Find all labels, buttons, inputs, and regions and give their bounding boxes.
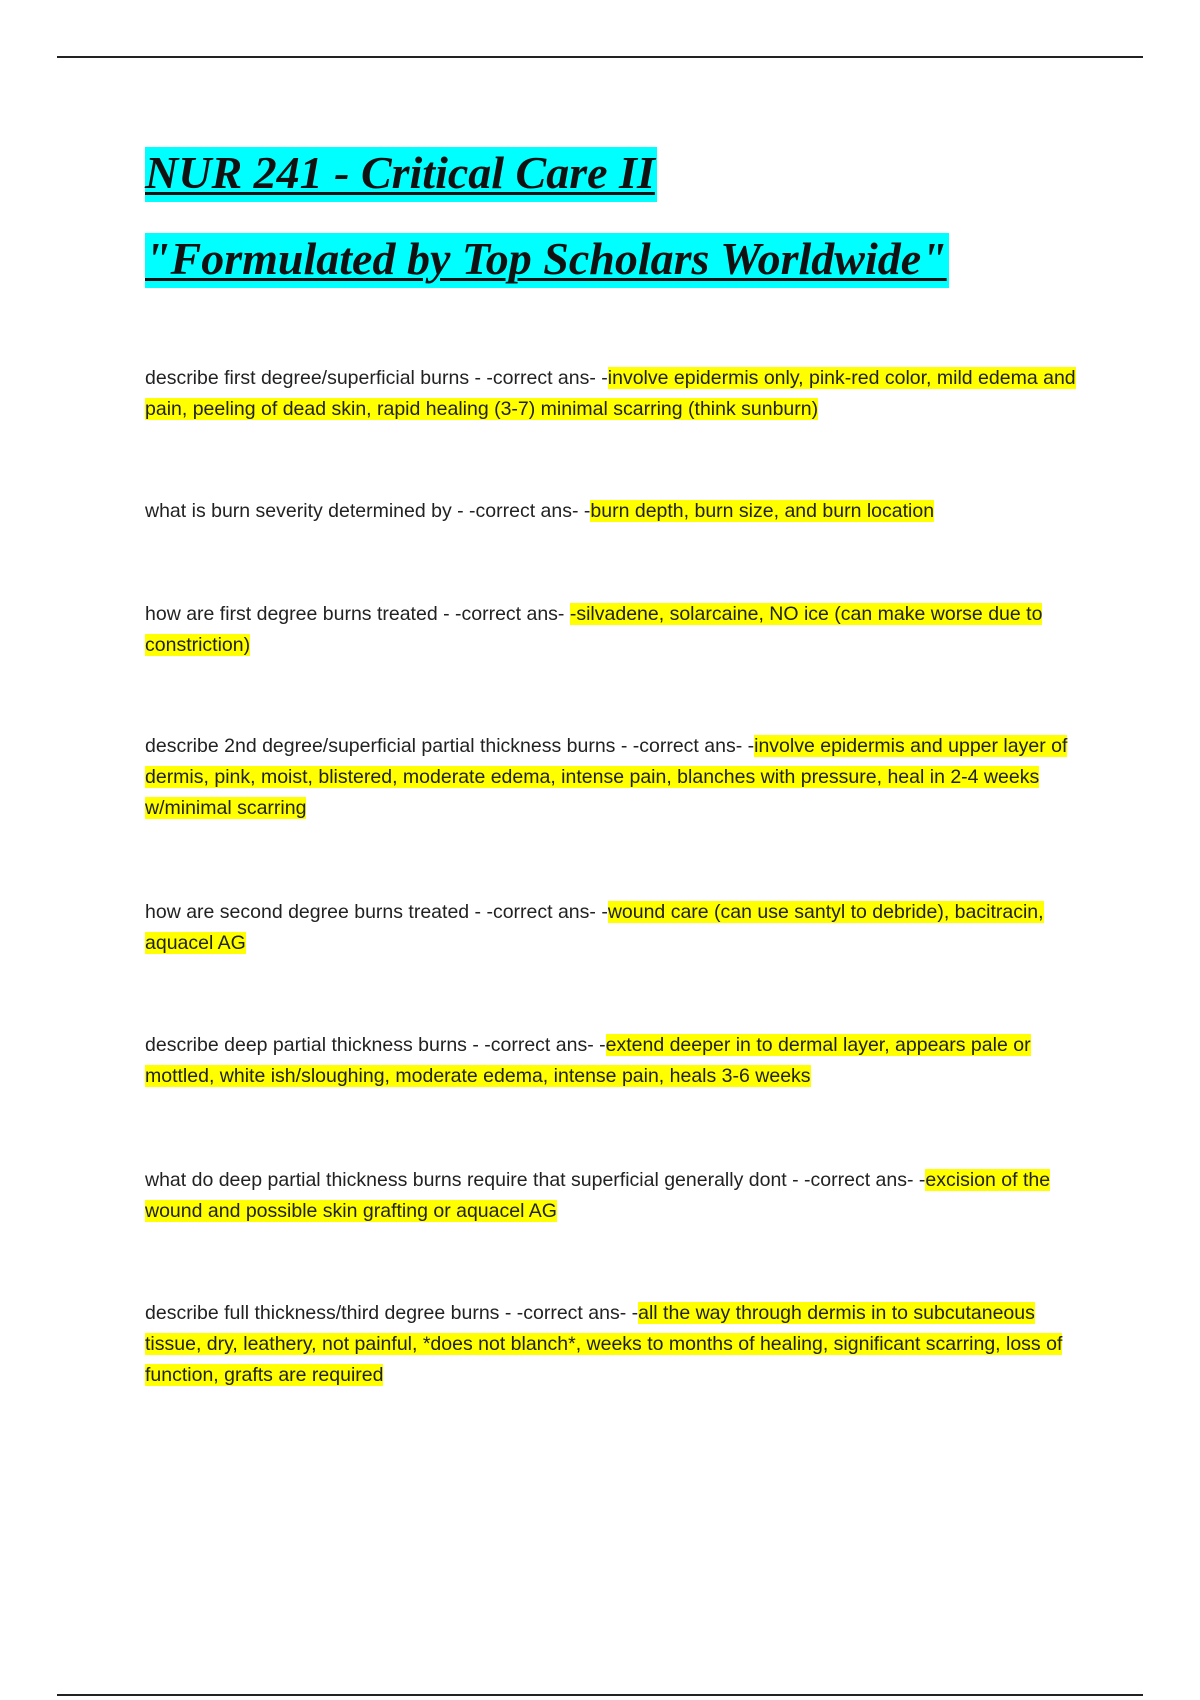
question-text: describe 2nd degree/superficial partial thickness burns - -correct ans- - — [145, 735, 755, 757]
qa-item — [145, 496, 1090, 527]
answer-highlight: involve epidermis only, pink-red color, mild edema and pain, peeling of dead skin, rapid healing (3-7) minimal scarring (think sunburn) — [145, 367, 1076, 420]
top-rule — [57, 56, 1143, 58]
answer-highlight: all the way through dermis in to subcutaneous tissue, dry, leathery, not painful, *does not blanch*, weeks to months of healing, significant scarring, loss of function, grafts are required — [145, 1302, 1063, 1386]
bottom-rule — [57, 1694, 1143, 1696]
question-text: describe deep partial thickness burns - -correct ans- - — [145, 1034, 606, 1056]
question-text: describe first degree/superficial burns - -correct ans- - — [145, 367, 608, 389]
qa-item — [145, 363, 1090, 425]
qa-item — [145, 1298, 1090, 1391]
question-text: how are second degree burns treated - -correct ans- - — [145, 901, 608, 923]
question-text: what is burn severity determined by - -correct ans- - — [145, 500, 591, 522]
answer-highlight: burn depth, burn size, and burn location — [590, 500, 935, 522]
question-text: describe full thickness/third degree burns - -correct ans- - — [145, 1302, 639, 1324]
answer-highlight: excision of the wound and possible skin grafting or aquacel AG — [145, 1169, 1051, 1222]
document-subtitle-text: "Formulated by Top Scholars Worldwide" — [145, 233, 949, 288]
answer-highlight: extend deeper in to dermal layer, appears pale or mottled, white ish/sloughing, moderate edema, intense pain, heals 3-6 weeks — [145, 1034, 1031, 1087]
answer-highlight: involve epidermis and upper layer of dermis, pink, moist, blistered, moderate edema, intense pain, blanches with pressure, heal in 2-4 weeks w/minimal scarring — [145, 735, 1068, 819]
answer-highlight: wound care (can use santyl to debride), bacitracin, aquacel AG — [145, 901, 1044, 954]
qa-item — [145, 1030, 1090, 1092]
qa-item — [145, 731, 1090, 824]
document-subtitle — [145, 228, 949, 290]
document-title — [145, 142, 657, 204]
document-title-text: NUR 241 - Critical Care II — [145, 147, 657, 202]
question-text: what do deep partial thickness burns require that superficial generally dont - -correct ans- - — [145, 1169, 926, 1191]
qa-item — [145, 897, 1090, 959]
qa-item — [145, 1165, 1090, 1227]
answer-highlight: -silvadene, solarcaine, NO ice (can make worse due to constriction) — [145, 603, 1043, 656]
question-text: how are first degree burns treated - -correct ans- — [145, 603, 570, 625]
qa-item — [145, 599, 1090, 661]
